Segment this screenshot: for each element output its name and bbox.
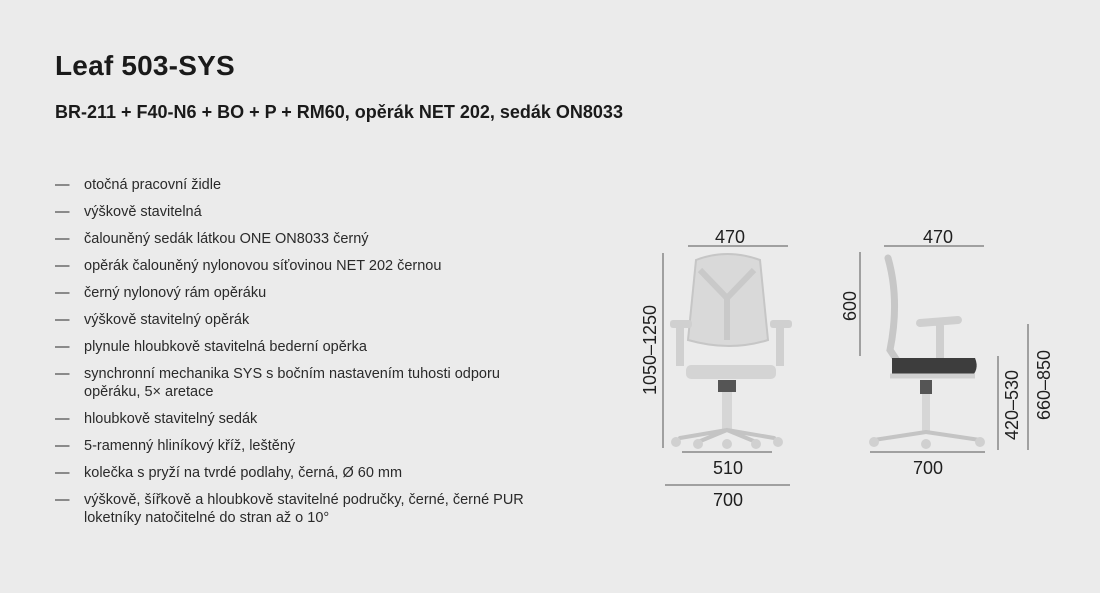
feature-item: — čalouněný sedák látkou ONE ON8033 černý — [55, 231, 369, 247]
dim-side-back-height: 600 — [840, 290, 860, 322]
feature-item: — plynule hloubkově stavitelná bederní opěrka — [55, 339, 367, 355]
dim-front-height: 1050–1250 — [640, 304, 660, 396]
dash-bullet: — — [55, 339, 70, 355]
dim-side-arm-height: 660–850 — [1034, 349, 1054, 421]
dim-side-seat-height: 420–530 — [1002, 369, 1022, 441]
product-title: Leaf 503-SYS — [55, 50, 235, 81]
feature-item: — výškově, šířkově a hloubkově stavitelné područky, černé, černé PUR loketníky natočitelné do stran až o 10° — [55, 492, 524, 526]
feature-item: — 5-ramenný hliníkový kříž, leštěný — [55, 438, 296, 454]
dim-side-depth: 700 — [912, 458, 944, 478]
dim-side-width-top: 470 — [922, 227, 954, 247]
dash-bullet: — — [55, 411, 70, 427]
dim-front-base-width: 510 — [712, 458, 744, 478]
chair-front-illustration — [670, 254, 792, 449]
feature-item: — kolečka s pryží na tvrdé podlahy, černá, Ø 60 mm — [55, 465, 403, 481]
feature-item: — otočná pracovní židle — [55, 177, 222, 193]
dimension-drawing — [630, 220, 1070, 520]
dash-bullet: — — [55, 258, 70, 274]
chair-side-illustration — [869, 258, 985, 449]
dash-bullet: — — [55, 465, 70, 481]
dim-front-total-width: 700 — [712, 490, 744, 510]
feature-item: — synchronní mechanika SYS s bočním nastavením tuhosti odporu opěráku, 5× aretace — [55, 366, 500, 400]
dash-bullet: — — [55, 312, 70, 328]
dash-bullet: — — [55, 204, 70, 220]
dash-bullet: — — [55, 366, 70, 382]
dash-bullet: — — [55, 438, 70, 454]
feature-item: — výškově stavitelný opěrák — [55, 312, 250, 328]
dash-bullet: — — [55, 231, 70, 247]
feature-item: — výškově stavitelná — [55, 204, 202, 220]
feature-item: — hloubkově stavitelný sedák — [55, 411, 258, 427]
dash-bullet: — — [55, 177, 70, 193]
dim-front-width-top: 470 — [714, 227, 746, 247]
feature-item: — černý nylonový rám opěráku — [55, 285, 267, 301]
feature-item: — opěrák čalouněný nylonovou síťovinou NET 202 černou — [55, 258, 442, 274]
dash-bullet: — — [55, 492, 70, 508]
product-subtitle: BR-211 + F40-N6 + BO + P + RM60, opěrák NET 202, sedák ON8033 — [55, 102, 623, 122]
feature-list — [55, 176, 524, 536]
dash-bullet: — — [55, 285, 70, 301]
